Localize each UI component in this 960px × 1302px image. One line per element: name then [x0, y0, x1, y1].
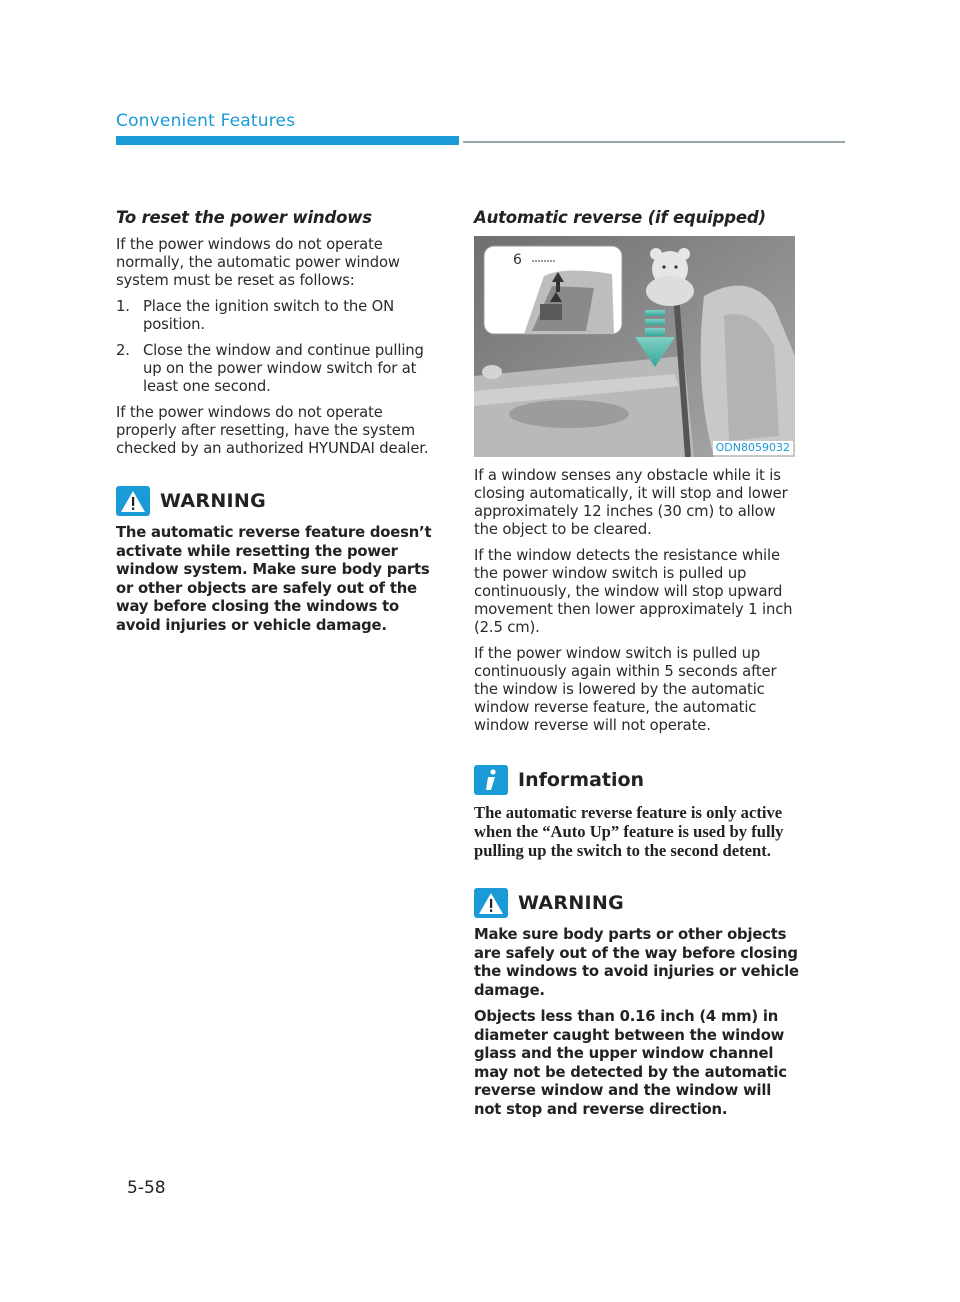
- door-window-illustration: [474, 236, 795, 457]
- page-number: 5-58: [127, 1178, 166, 1198]
- header-divider-line: [463, 141, 845, 143]
- warning-title: WARNING: [518, 892, 625, 914]
- auto-reverse-paragraph-1: If a window senses any obstacle while it is closing automatically, it will stop and lower approximately 12 inches (30 cm) to allow the object to be cleared.: [474, 467, 788, 538]
- figure-code: ODN8059032: [713, 441, 793, 455]
- warning-triangle-icon: [116, 486, 150, 516]
- warning-title: WARNING: [160, 490, 267, 512]
- figure-callout-number: 6: [513, 252, 522, 268]
- warning-header: [116, 486, 441, 516]
- warning-header: [474, 888, 799, 918]
- auto-reverse-heading: Automatic reverse (if equipped): [474, 208, 766, 227]
- auto-reverse-paragraph-2: If the window detects the resistance while the power window switch is pulled up continuously, the window will stop upward movement then lower approximately 1 inch (2.5 cm).: [474, 547, 793, 636]
- left-column: [116, 208, 441, 643]
- list-item: [116, 298, 441, 334]
- header-accent-bar: [116, 136, 459, 145]
- warning-text-2: Objects less than 0.16 inch (4 mm) in diameter caught between the window glass and the upper window channel may not be detected by the automatic reverse window and the window will not stop and reverse direction.: [474, 1008, 787, 1118]
- reset-intro: If the power windows do not operate normally, the automatic power window system must be reset as follows:: [116, 236, 400, 289]
- step-text: Close the window and continue pulling up on the power window switch for at least one second.: [143, 342, 424, 395]
- reset-after-text: If the power windows do not operate properly after resetting, have the system checked by an authorized HYUNDAI dealer.: [116, 404, 429, 457]
- auto-reverse-paragraph-3: If the power window switch is pulled up continuously again within 5 seconds after the window is lowered by the automatic window reverse feature, the automatic window reverse will not operate.: [474, 645, 777, 734]
- car-interior-drawing: [474, 236, 795, 457]
- information-text: The automatic reverse feature is only active when the “Auto Up” feature is used by fully pulling up the switch to the second detent.: [474, 803, 784, 860]
- warning-text: The automatic reverse feature doesn’t activate while resetting the power window system. Make sure body parts or other objects are safely out of the way before closing the windows to avoid injuries or vehicle damage.: [116, 524, 432, 634]
- reset-windows-heading: To reset the power windows: [116, 208, 372, 227]
- reset-steps-list: [116, 298, 441, 396]
- right-column: [474, 208, 799, 1127]
- information-title: Information: [518, 769, 645, 791]
- warning-triangle-icon: [474, 888, 508, 918]
- step-text: Place the ignition switch to the ON position.: [143, 298, 395, 333]
- step-number: 1.: [116, 298, 130, 315]
- section-title: Convenient Features: [116, 111, 296, 131]
- list-item: [116, 342, 441, 396]
- warning-text-1: Make sure body parts or other objects are safely out of the way before closing the windows to avoid injuries or vehicle damage.: [474, 926, 799, 999]
- information-header: [474, 765, 799, 795]
- info-icon: [474, 765, 508, 795]
- step-number: 2.: [116, 342, 130, 359]
